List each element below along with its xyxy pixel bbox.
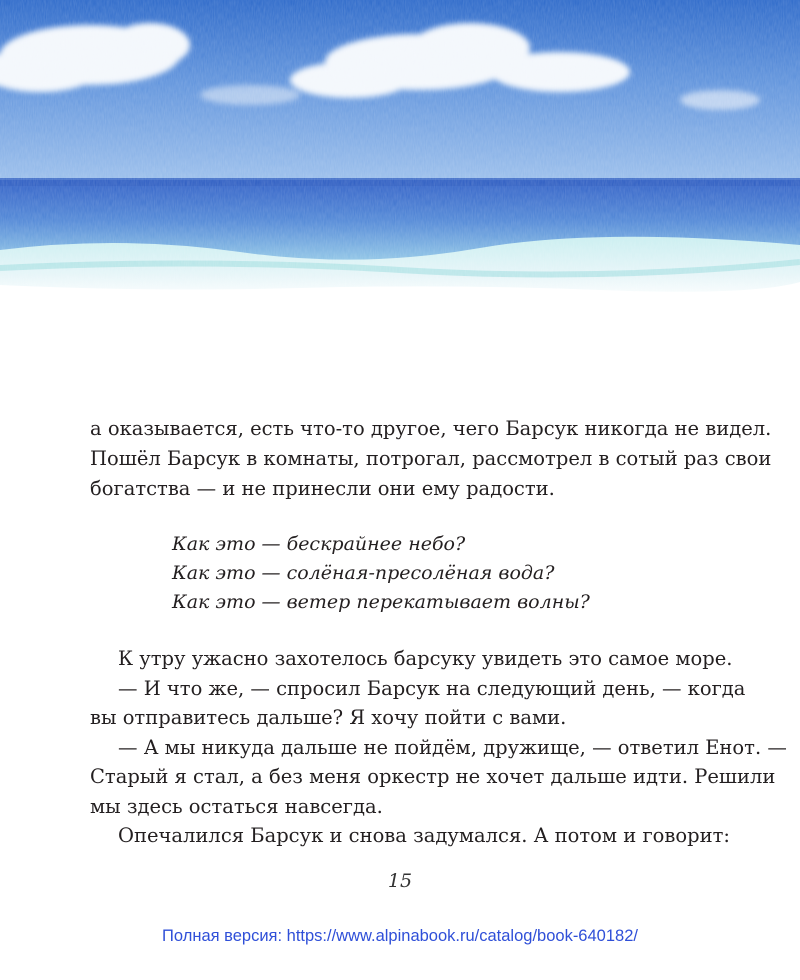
poem-stanza	[172, 530, 590, 617]
sea-and-sky-illustration	[0, 0, 800, 330]
text-line: Пошёл Барсук в комнаты, потрогал, рассмотрел в сотый раз свои	[90, 447, 772, 470]
sea-and-sky-icon	[0, 0, 800, 330]
paragraph-1	[90, 414, 772, 504]
poem-line: Как это — солёная-пресолёная вода?	[172, 562, 555, 584]
poem-line: Как это — бескрайнее небо?	[172, 533, 466, 555]
text-line: мы здесь остаться навсегда.	[90, 794, 383, 818]
text-line: — И что же, — спросил Барсук на следующий день, — когда	[118, 676, 746, 700]
page-number: 15	[387, 870, 413, 892]
text-line: а оказывается, есть что-то другое, чего Барсук никогда не видел.	[90, 417, 772, 440]
text-line: К утру ужасно захотелось барсуку увидеть это самое море.	[118, 647, 733, 670]
text-line: богатства — и не принесли они ему радости.	[90, 477, 555, 500]
text-line: вы отправитесь дальше? Я хочу пойти с вами.	[90, 706, 567, 729]
text-line: — А мы никуда дальше не пойдём, дружище, — ответил Енот. —	[118, 735, 787, 759]
dialogue-text	[90, 644, 787, 851]
poem-line: Как это — ветер перекатывает волны?	[172, 591, 590, 613]
text-line: Опечалился Барсук и снова задумался. А потом и говорит:	[118, 824, 730, 847]
full-version-link[interactable]: Полная версия: https://www.alpinabook.ru/catalog/book-640182/	[162, 927, 638, 945]
text-line: Старый я стал, а без меня оркестр не хочет дальше идти. Решили	[90, 765, 776, 788]
